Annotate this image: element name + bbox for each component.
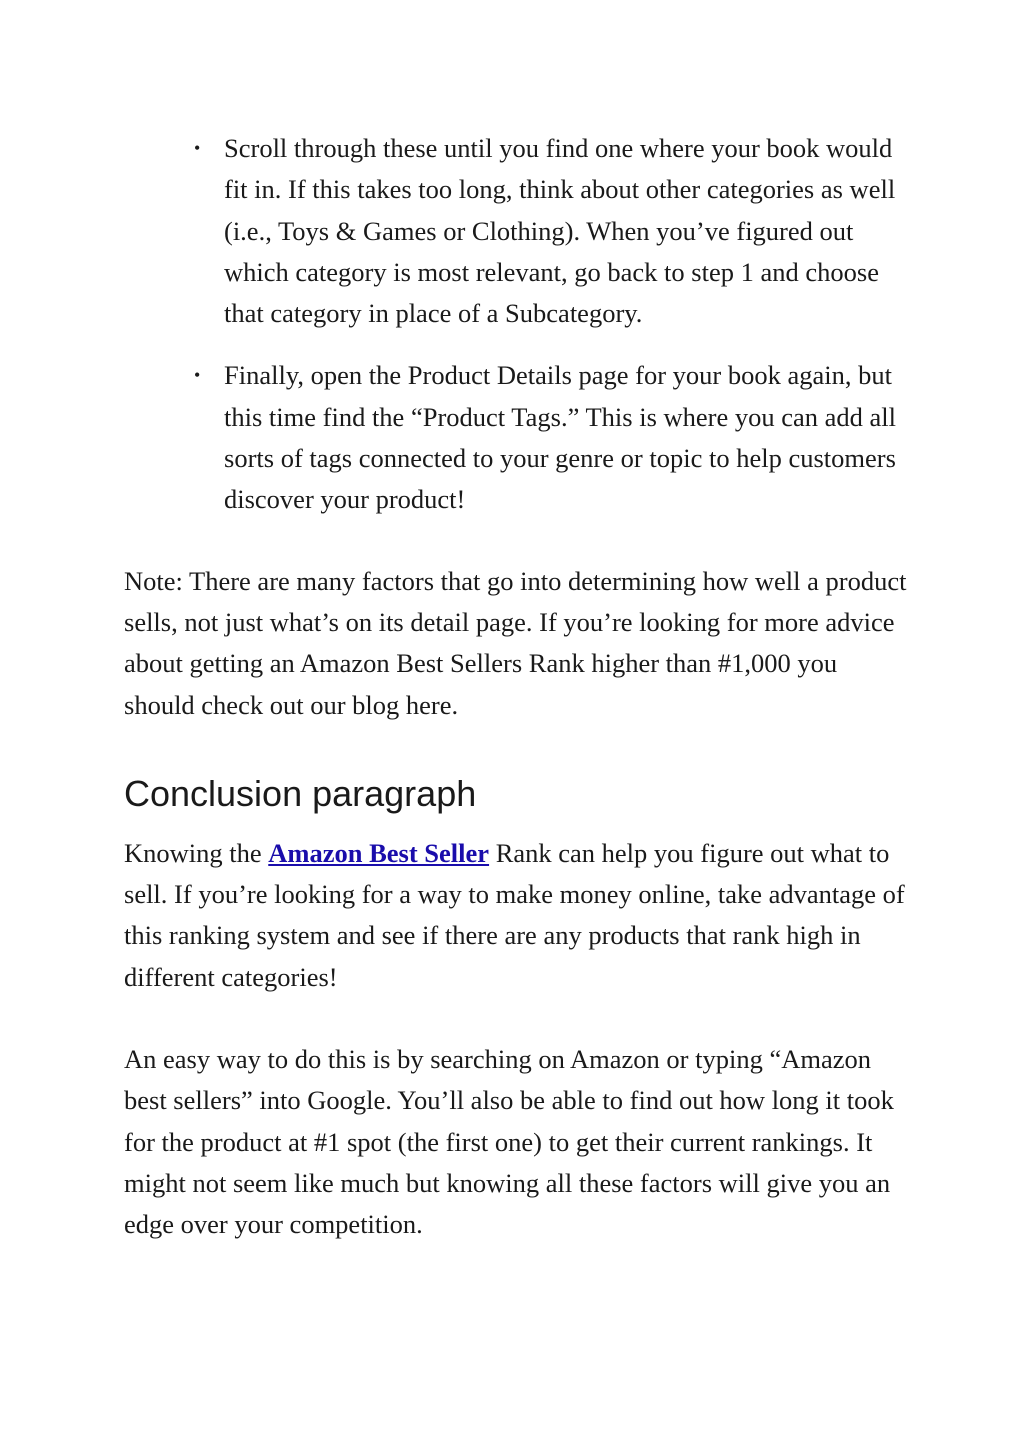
bullet-icon: • [194,365,201,386]
list-item [194,355,914,520]
paragraph-text-after: Rank can help you figure out what to sell. If you’re looking for a way to make money online, take advantage of this ranking system and see if there are any products that rank high in different categories! [124,837,905,992]
amazon-best-seller-link[interactable]: Amazon Best Seller [268,837,490,868]
note-paragraph: Note: There are many factors that go into determining how well a product sells, not just what’s on its detail page. If you’re looking for more advice about getting an Amazon Best Sellers Rank higher than #1,000 you should check out our blog here. [124,565,907,720]
bullet-icon: • [194,138,201,158]
conclusion-paragraph-2: An easy way to do this is by searching on Amazon or typing “Amazon best sellers” into Google. You’ll also be able to find out how long it took for the product at #1 spot (the first one) to get their current rankings. It might not seem like much but knowing all these factors will give you an edge over your competition. [124,1044,894,1240]
paragraph-text-before: Knowing the [124,837,269,868]
list-item-text: Scroll through these until you find one where your book would fit in. If this takes too long, think about other categories as well (i.e., Toys & Games or Clothing). When you’ve figured out which category is most relevant, go back to step 1 and choose that category in place of a Subcategory. [224,133,896,329]
list-item-text: Finally, open the Product Details page for your book again, but this time find the “Product Tags.” This is where you can add all sorts of tags connected to your genre or topic to help customers discover your product! [224,360,897,515]
steps-list [124,128,914,521]
document-page [124,128,914,1246]
section-heading: Conclusion paragraph [124,772,477,814]
conclusion-paragraph-1 [124,833,914,998]
list-item [194,128,914,334]
